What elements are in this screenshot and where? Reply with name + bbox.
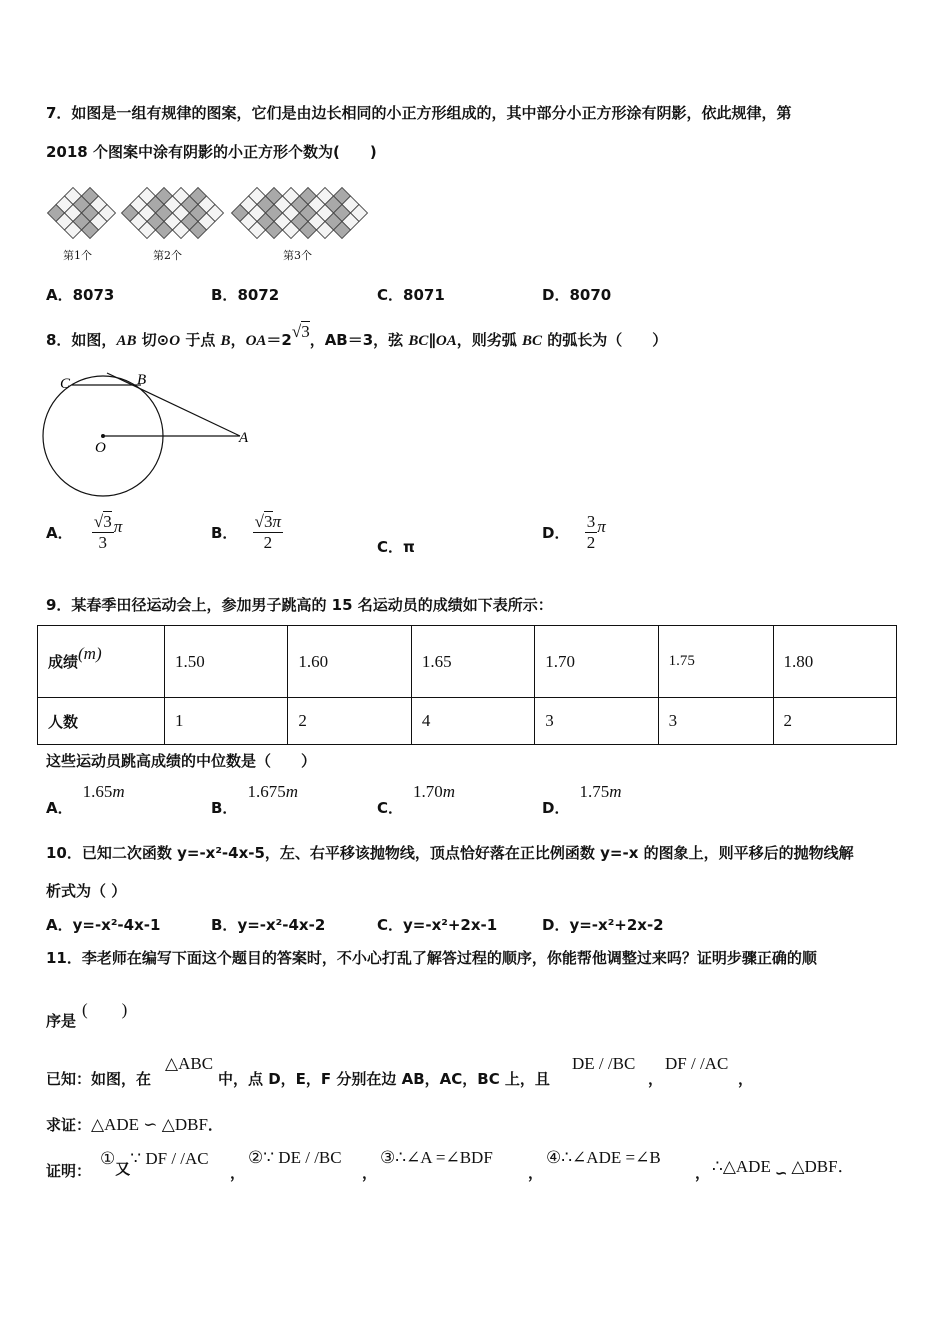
q11-conclusion: ∴△ADE ∽ △DBF．: [712, 1157, 855, 1182]
q9-option-b[interactable]: B．1.675m: [211, 782, 298, 817]
label-o: O: [95, 440, 106, 456]
q11-step-3-sep: ，: [528, 1164, 544, 1182]
q9-stem: 9．某春季田径运动会上，参加男子跳高的 15 名运动员的成绩如下表所示：: [46, 596, 553, 614]
scores-table: [37, 625, 897, 745]
q11-stem-line2: 序是: [46, 1012, 77, 1030]
q11-proof-prefix: 证明：: [46, 1162, 92, 1180]
table-cell: 3: [535, 698, 658, 745]
q7-option-d[interactable]: D．8070: [542, 286, 612, 304]
q10-option-b[interactable]: B．y=-x²-4x-2: [211, 916, 326, 934]
table-row: [38, 626, 897, 698]
q11-step-2-sep: ，: [362, 1164, 378, 1182]
q11-step-4-sep: ，: [695, 1164, 711, 1182]
table-cell: 1: [165, 698, 288, 745]
q10-option-d[interactable]: D．y=-x²+2x-2: [542, 916, 664, 934]
q7-option-a[interactable]: A．8073: [46, 286, 115, 304]
q8-option-a[interactable]: A． $\frac{√3}{3}$ π: [46, 512, 123, 552]
q9-option-d[interactable]: D．1.75m: [542, 782, 622, 817]
q9-question: 这些运动员跳高成绩的中位数是（ ）: [46, 752, 317, 770]
q11-step-2: ②∵ DE / /BC: [248, 1148, 342, 1167]
q11-step-1-sep: ，: [230, 1164, 246, 1182]
q7-option-c[interactable]: C．8071: [377, 286, 445, 304]
tangent-ab: [107, 373, 240, 436]
table-cell: 1.75: [658, 626, 773, 698]
q11-step-4: ④∴∠ADE =∠B: [546, 1148, 661, 1167]
q10-option-a[interactable]: A．y=-x²-4x-1: [46, 916, 161, 934]
q7-option-b[interactable]: B．8072: [211, 286, 280, 304]
q11-known-triangle: △ABC: [165, 1054, 214, 1073]
table-cell: 1.70: [535, 626, 658, 698]
pattern-2: [122, 188, 224, 239]
table-cell: 1.60: [288, 626, 411, 698]
q8-circle-figure: [40, 368, 260, 500]
table-cell: 1.65: [411, 626, 534, 698]
q10-option-c[interactable]: C．y=-x²+2x-1: [377, 916, 498, 934]
q11-answer-paren: ( ): [82, 1000, 128, 1019]
q8-stem: 8．如图，AB 切⊙O 于点 B，OA＝2√3，AB＝3，弦 BC∥OA，则劣弧 BC 的弧长为（ ）: [46, 322, 668, 349]
pattern-1: [48, 188, 116, 239]
table-cell: 4: [411, 698, 534, 745]
pattern-1-caption: 第1个: [63, 249, 92, 262]
table-cell: 2: [288, 698, 411, 745]
row-head-count: 人数: [38, 698, 165, 745]
pattern-3-caption: 第3个: [283, 249, 312, 262]
pattern-3: [232, 188, 368, 239]
q11-prove: 求证：△ADE ∽ △DBF．: [46, 1115, 223, 1134]
q7-pattern-figure: [44, 178, 374, 268]
table-cell: 3: [658, 698, 773, 745]
q8-option-d[interactable]: D． $\frac{3}{2}$ π: [542, 512, 606, 552]
q11-known-prefix: 已知：如图，在: [46, 1070, 152, 1088]
q11-step-1: ①又∵ DF / /AC: [100, 1149, 209, 1178]
q11-known-end: ，: [738, 1070, 754, 1088]
q11-known-mid: 中，点 D，E，F 分别在边 AB，AC，BC 上，且: [218, 1070, 550, 1088]
q7-stem-line1: 7．如图是一组有规律的图案，它们是由边长相同的小正方形组成的，其中部分小正方形涂有阴影，依此规律，第: [46, 104, 792, 122]
pattern-2-caption: 第2个: [153, 249, 182, 262]
q7-stem-line2: 2018 个图案中涂有阴影的小正方形个数为( ): [46, 143, 377, 161]
label-a: A: [239, 430, 249, 446]
label-b: B: [137, 372, 147, 388]
q10-stem-line1: 10．已知二次函数 y=-x²-4x-5，左、右平移该抛物线，顶点恰好落在正比例函数 y=-x 的图象上，则平移后的抛物线解: [46, 844, 854, 862]
table-cell: 1.50: [165, 626, 288, 698]
q10-stem-line2: 析式为（ ）: [46, 882, 127, 900]
table-cell: 2: [773, 698, 896, 745]
q11-step-3: ③∴∠A =∠BDF: [380, 1148, 493, 1167]
q8-option-b[interactable]: B． $\frac{√3\pi}{2}$: [211, 512, 282, 552]
label-c: C: [60, 376, 71, 392]
q11-known-de-bc: DE / /BC: [572, 1054, 636, 1073]
q8-option-c[interactable]: C．π: [377, 538, 415, 556]
q11-stem-line1: 11．李老师在编写下面这个题目的答案时，不小心打乱了解答过程的顺序，你能帮他调整过来吗？证明步骤正确的顺: [46, 949, 817, 967]
table-cell: 1.80: [773, 626, 896, 698]
table-row: [38, 698, 897, 745]
q9-option-a[interactable]: A．1.65m: [46, 782, 125, 817]
center-point: [101, 434, 105, 438]
q9-option-c[interactable]: C．1.70m: [377, 782, 456, 817]
q11-known-df-ac: DF / /AC: [665, 1054, 729, 1073]
row-head-score: 成绩(m): [38, 626, 165, 698]
q11-known-sep: ，: [648, 1070, 664, 1088]
